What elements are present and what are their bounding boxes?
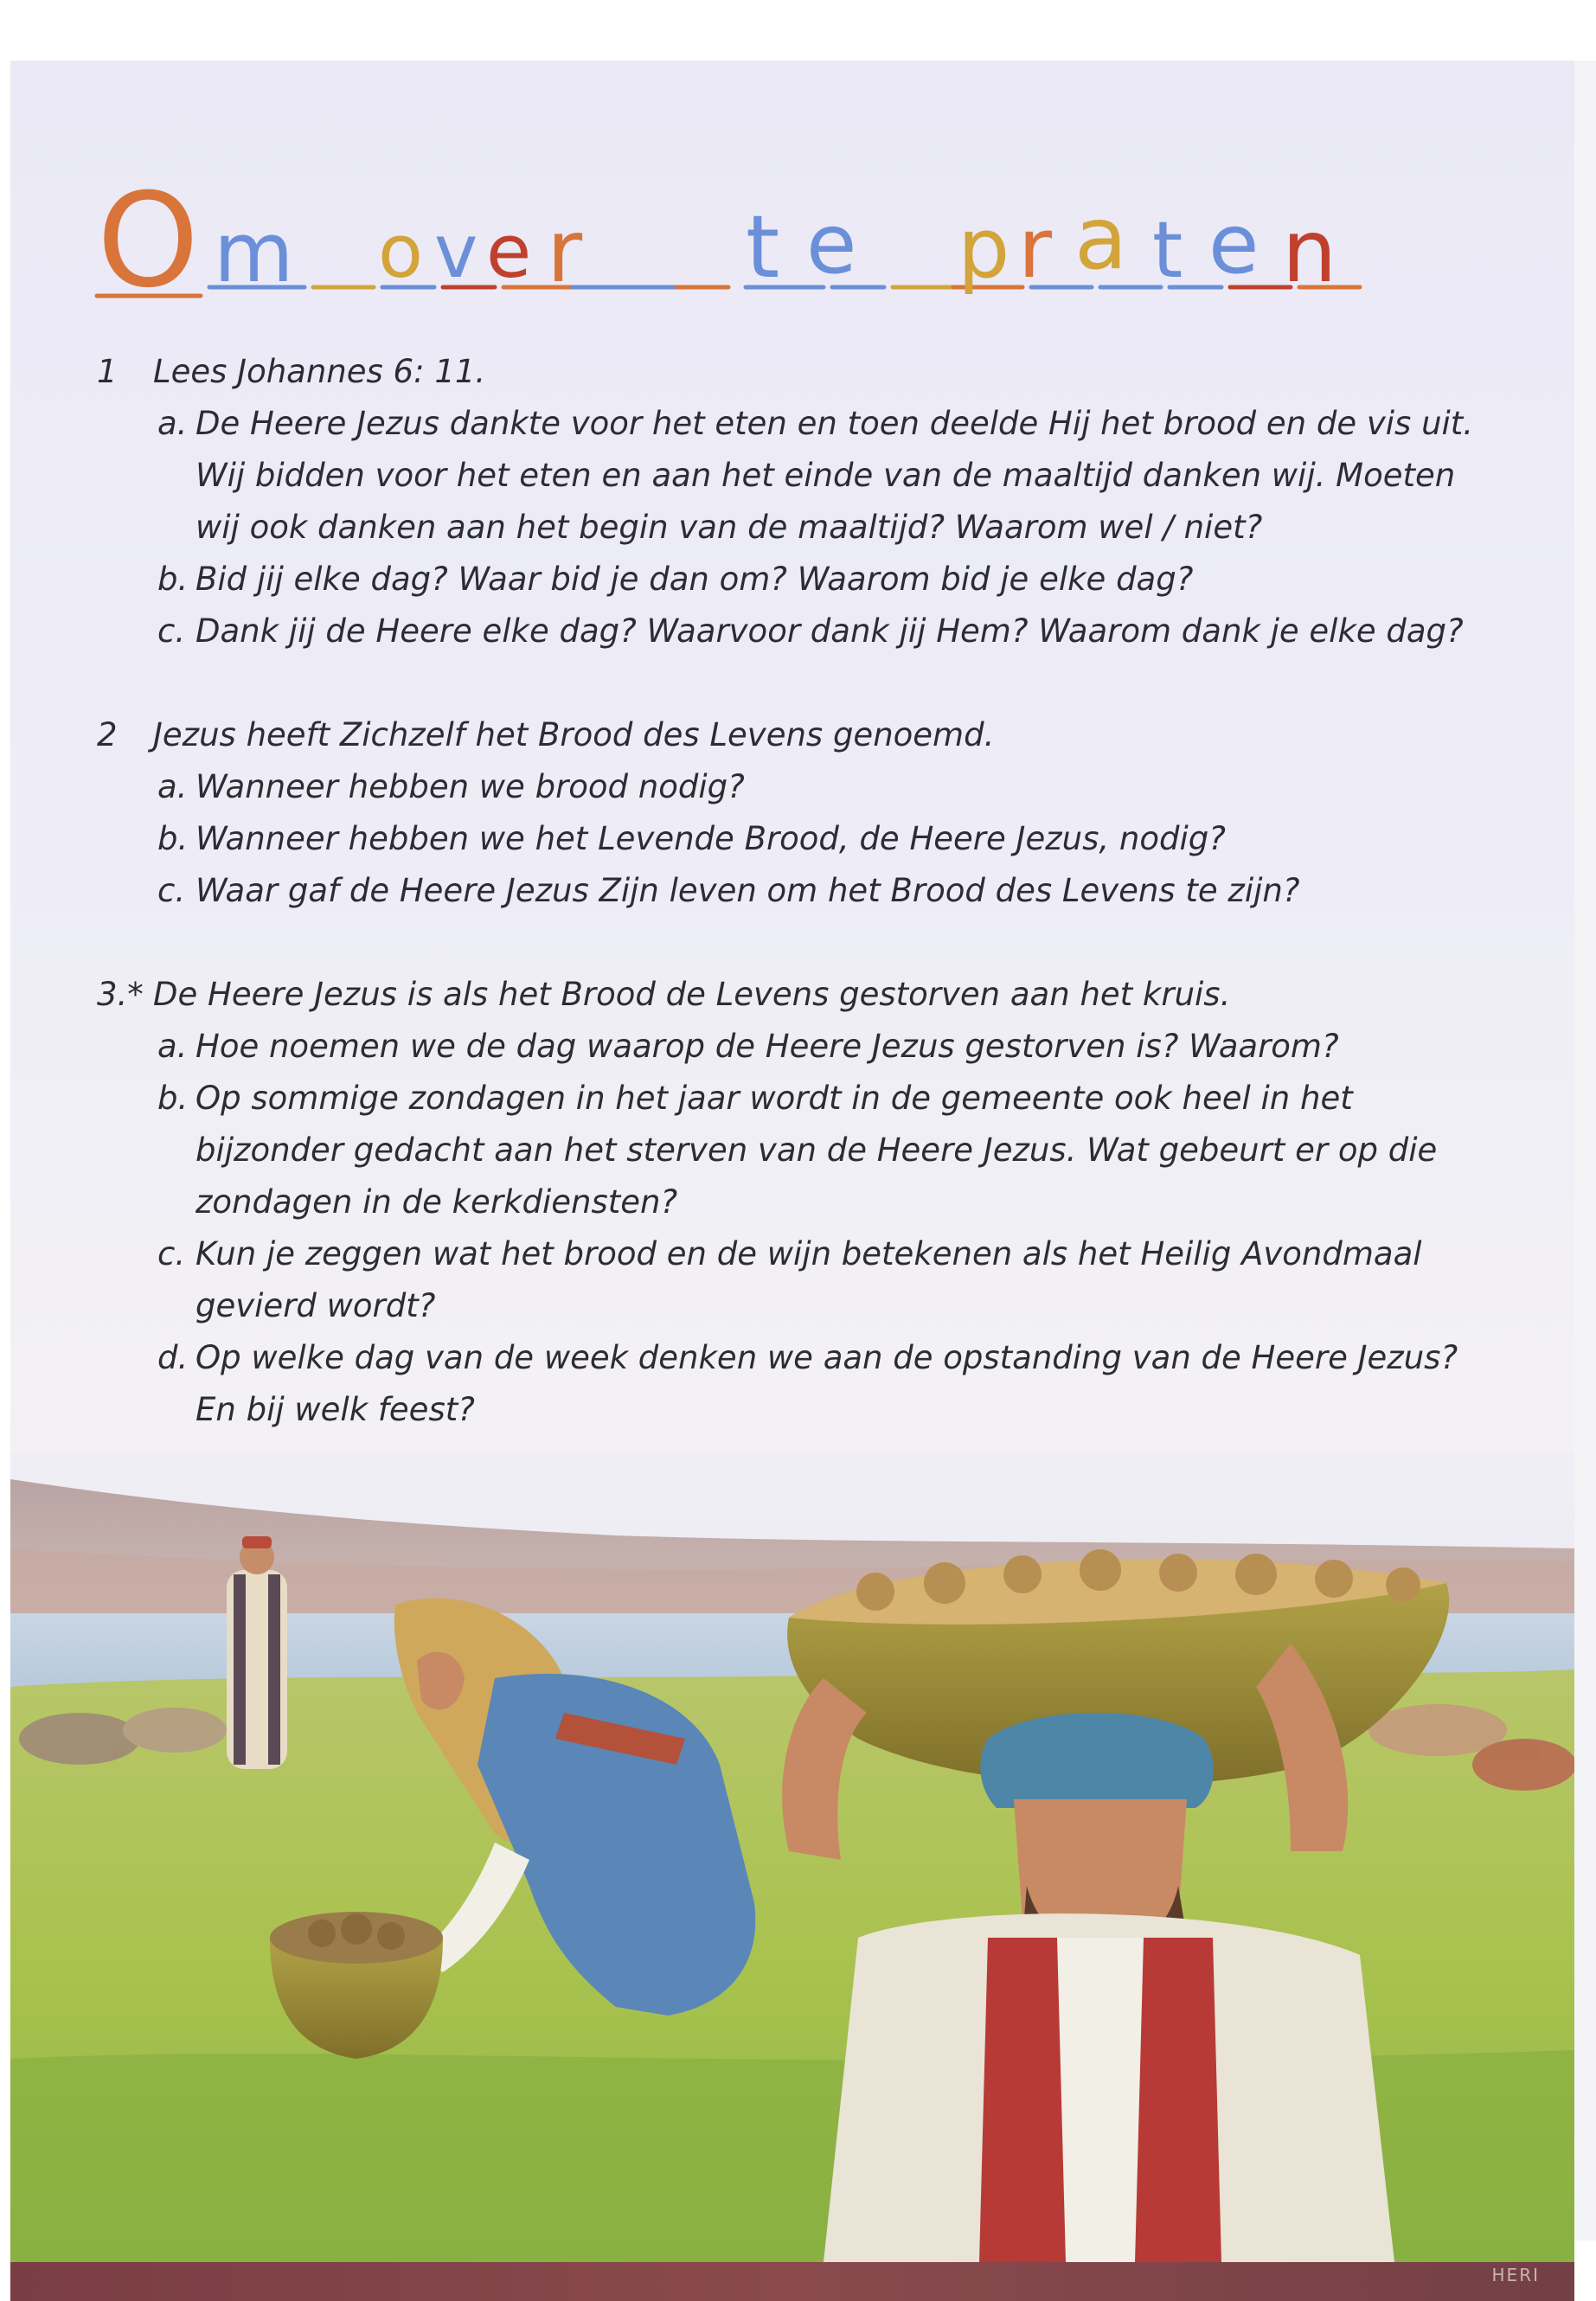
- page-title: [88, 147, 1438, 320]
- sub-question-letter: b.: [157, 820, 189, 857]
- question-number: 2: [97, 716, 118, 753]
- sub-question-text: De Heere Jezus dankte voor het eten en toen deelde Hij het brood en de vis uit. Wij bidden voor het eten en aan het einde van de maaltijd danken wij. Moeten wij ook danken aan het begin van de maaltijd? Waarom wel / niet?: [195, 405, 1474, 546]
- question-number: 1: [97, 353, 118, 390]
- sub-question-text: Wanneer hebben we brood nodig?: [195, 768, 745, 805]
- svg-text:o: o: [378, 209, 424, 295]
- question-text: Lees Johannes 6: 11.: [153, 353, 486, 390]
- sub-question-letter: c.: [157, 872, 186, 909]
- question-list: [97, 346, 1481, 1488]
- sub-question: [157, 554, 1481, 606]
- page-edge-strip: [1574, 61, 1596, 2240]
- svg-text:r: r: [547, 201, 583, 302]
- book-page: [10, 61, 1574, 2285]
- svg-text:r: r: [1018, 202, 1053, 297]
- sub-question: [157, 813, 1481, 865]
- sub-question-text: Bid jij elke dag? Waar bid je dan om? Waarom bid je elke dag?: [195, 561, 1194, 598]
- sub-question-text: Op welke dag van de week denken we aan de opstanding van de Heere Jezus? En bij welk feest?: [195, 1339, 1458, 1428]
- svg-text:v: v: [434, 209, 478, 295]
- sub-question-text: Waar gaf de Heere Jezus Zijn leven om het Brood des Levens te zijn?: [195, 872, 1300, 909]
- bottom-bar: [10, 2262, 1574, 2301]
- question-text: De Heere Jezus is als het Brood de Levens gestorven aan het kruis.: [153, 976, 1231, 1013]
- footer-mark: HERI: [1491, 2265, 1540, 2285]
- illustration-gathering-bread: [10, 1453, 1574, 2262]
- question-2: [97, 709, 1481, 917]
- sub-question-letter: c.: [157, 1235, 186, 1272]
- svg-text:e: e: [486, 209, 532, 295]
- sub-question: [157, 1021, 1481, 1073]
- svg-text:t: t: [746, 196, 780, 298]
- svg-text:e: e: [1208, 197, 1259, 292]
- sub-question: [157, 606, 1481, 657]
- sub-question: [157, 761, 1481, 813]
- question-3: [97, 969, 1481, 1436]
- sub-question-letter: b.: [157, 1080, 189, 1117]
- sub-question-text: Wanneer hebben we het Levende Brood, de Heere Jezus, nodig?: [195, 820, 1226, 857]
- question-text: Jezus heeft Zichzelf het Brood des Levens genoemd.: [153, 716, 995, 753]
- sub-question-text: Op sommige zondagen in het jaar wordt in de gemeente ook heel in het bijzonder gedacht aan het sterven van de Heere Jezus. Wat gebeurt er op die zondagen in de kerkdiensten?: [195, 1080, 1438, 1221]
- sub-question-text: Dank jij de Heere elke dag? Waarvoor dank jij Hem? Waarom dank je elke dag?: [195, 612, 1464, 650]
- svg-text:t: t: [1152, 205, 1183, 296]
- svg-text:p: p: [958, 202, 1010, 297]
- svg-text:n: n: [1282, 201, 1337, 302]
- sub-question: [157, 1332, 1481, 1436]
- sub-question-text: Hoe noemen we de dag waarop de Heere Jezus gestorven is? Waarom?: [195, 1028, 1339, 1065]
- svg-text:O: O: [97, 166, 200, 317]
- sub-question-letter: c.: [157, 612, 186, 650]
- svg-text:e: e: [806, 197, 857, 292]
- sub-question-letter: b.: [157, 561, 189, 598]
- sub-question-letter: a.: [157, 405, 188, 442]
- sub-question-text: Kun je zeggen wat het brood en de wijn betekenen als het Heilig Avondmaal gevierd wordt?: [195, 1235, 1422, 1324]
- title-text: [88, 147, 1475, 298]
- sub-question: [157, 865, 1481, 917]
- question-1: [97, 346, 1481, 657]
- sub-question-letter: d.: [157, 1339, 189, 1376]
- sub-question: [157, 1228, 1481, 1332]
- sub-question-letter: a.: [157, 1028, 188, 1065]
- question-number: 3.*: [97, 976, 144, 1013]
- sub-question: [157, 398, 1481, 554]
- sub-question: [157, 1073, 1481, 1228]
- sub-question-letter: a.: [157, 768, 188, 805]
- svg-text:a: a: [1074, 188, 1128, 289]
- svg-text:m: m: [214, 206, 294, 301]
